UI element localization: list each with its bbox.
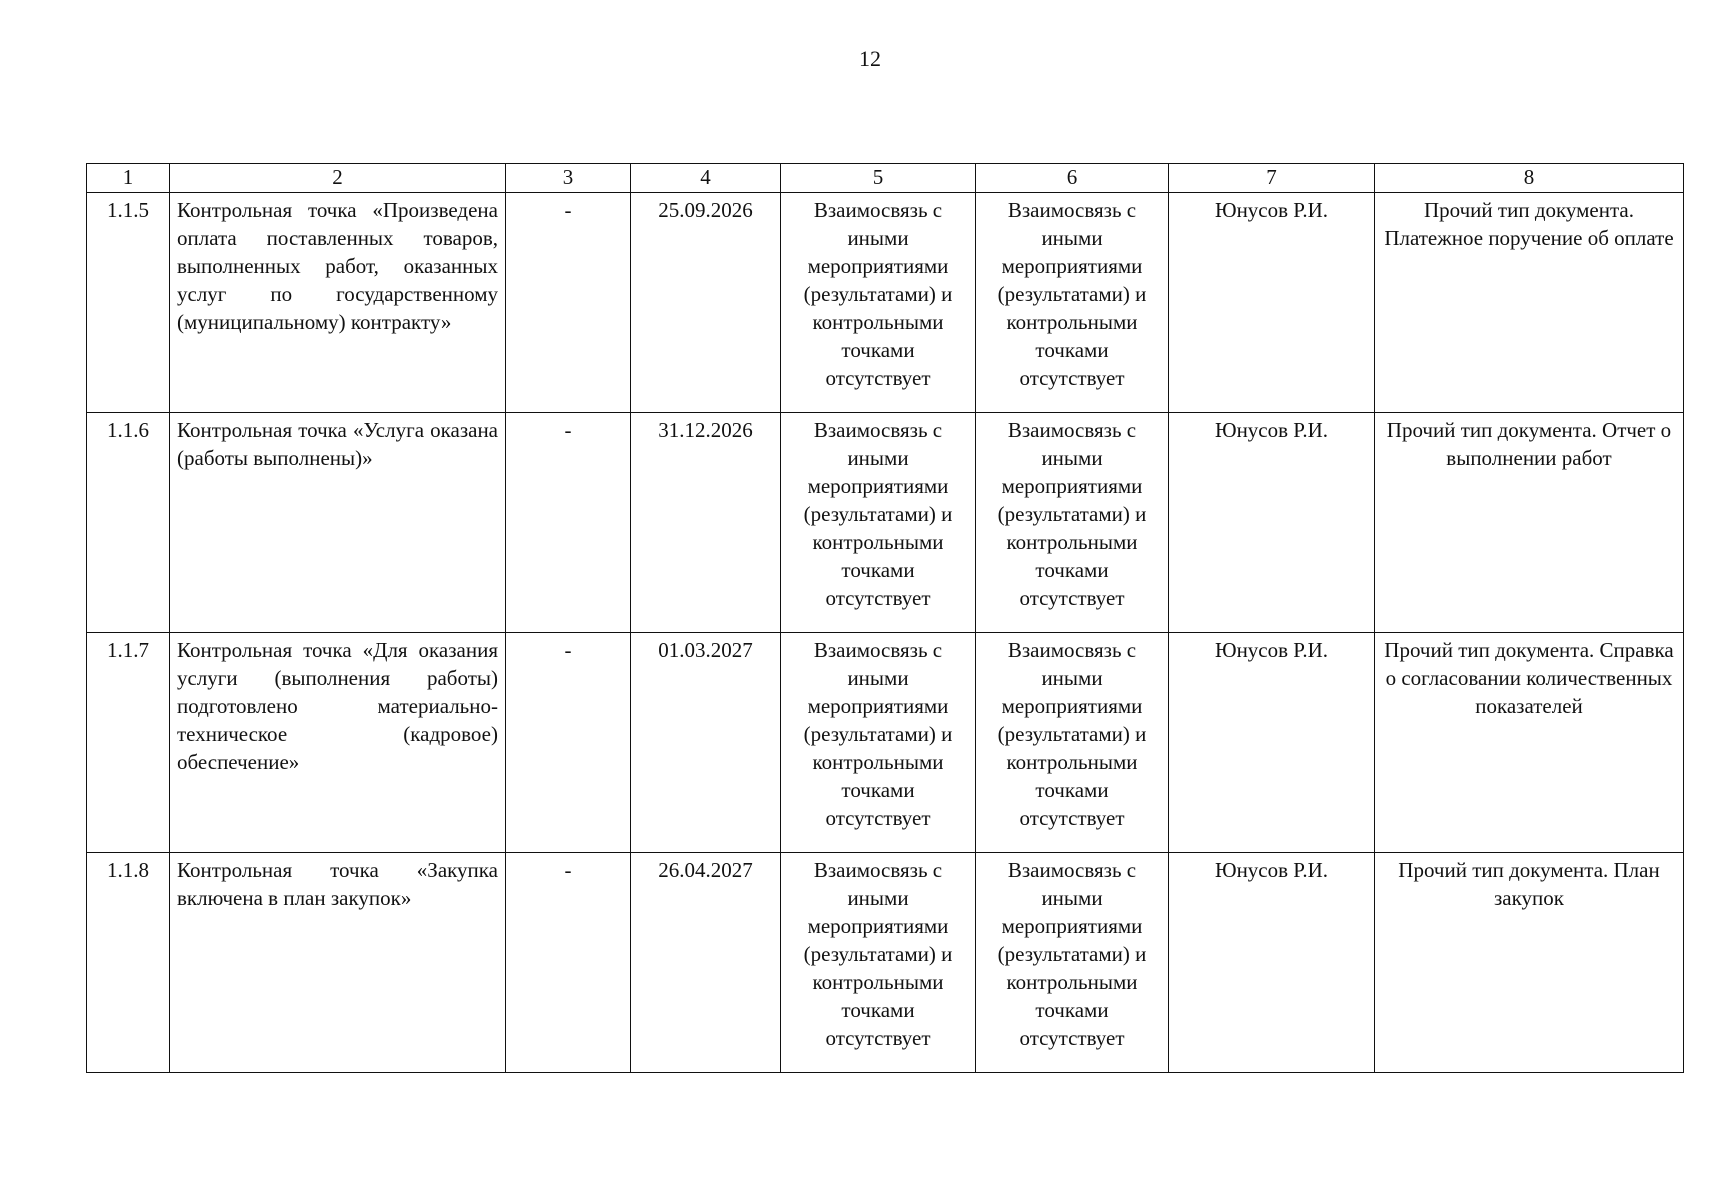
document-type: Прочий тип документа. План закупок [1375,853,1684,1073]
column-header: 5 [781,164,976,193]
column-header: 6 [976,164,1169,193]
row-number: 1.1.5 [87,193,170,413]
column-5-value: Взаимосвязь с иными мероприятиями (результатами) и контрольными точками отсутствует [781,853,976,1073]
control-points-table [86,163,1684,1073]
due-date: 25.09.2026 [631,193,781,413]
responsible-person: Юнусов Р.И. [1169,413,1375,633]
row-number: 1.1.7 [87,633,170,853]
column-3-value: - [506,413,631,633]
responsible-person: Юнусов Р.И. [1169,853,1375,1073]
table-row [87,193,1684,413]
due-date: 31.12.2026 [631,413,781,633]
column-3-value: - [506,193,631,413]
column-5-value: Взаимосвязь с иными мероприятиями (результатами) и контрольными точками отсутствует [781,633,976,853]
responsible-person: Юнусов Р.И. [1169,193,1375,413]
document-type: Прочий тип документа. Справка о согласовании количественных показателей [1375,633,1684,853]
table-row [87,853,1684,1073]
column-5-value: Взаимосвязь с иными мероприятиями (результатами) и контрольными точками отсутствует [781,413,976,633]
row-number: 1.1.6 [87,413,170,633]
control-point-name: Контрольная точка «Услуга оказана (работы выполнены)» [170,413,506,633]
column-header: 4 [631,164,781,193]
column-header: 8 [1375,164,1684,193]
column-3-value: - [506,633,631,853]
responsible-person: Юнусов Р.И. [1169,633,1375,853]
table-row [87,633,1684,853]
column-6-value: Взаимосвязь с иными мероприятиями (результатами) и контрольными точками отсутствует [976,633,1169,853]
column-header: 7 [1169,164,1375,193]
document-type: Прочий тип документа. Отчет о выполнении работ [1375,413,1684,633]
column-5-value: Взаимосвязь с иными мероприятиями (результатами) и контрольными точками отсутствует [781,193,976,413]
column-3-value: - [506,853,631,1073]
document-type: Прочий тип документа. Платежное поручение об оплате [1375,193,1684,413]
column-header: 1 [87,164,170,193]
column-header: 3 [506,164,631,193]
control-point-name: Контрольная точка «Произведена оплата поставленных товаров, выполненных работ, оказанных услуг по государственному (муниципальному) контракту» [170,193,506,413]
table-row [87,413,1684,633]
column-6-value: Взаимосвязь с иными мероприятиями (результатами) и контрольными точками отсутствует [976,413,1169,633]
control-point-name: Контрольная точка «Закупка включена в план закупок» [170,853,506,1073]
column-6-value: Взаимосвязь с иными мероприятиями (результатами) и контрольными точками отсутствует [976,193,1169,413]
control-point-name: Контрольная точка «Для оказания услуги (выполнения работы) подготовлено материально-техническое (кадровое) обеспечение» [170,633,506,853]
due-date: 26.04.2027 [631,853,781,1073]
column-6-value: Взаимосвязь с иными мероприятиями (результатами) и контрольными точками отсутствует [976,853,1169,1073]
page-number: 12 [859,46,881,71]
due-date: 01.03.2027 [631,633,781,853]
column-header: 2 [170,164,506,193]
row-number: 1.1.8 [87,853,170,1073]
header-row [87,164,1684,193]
